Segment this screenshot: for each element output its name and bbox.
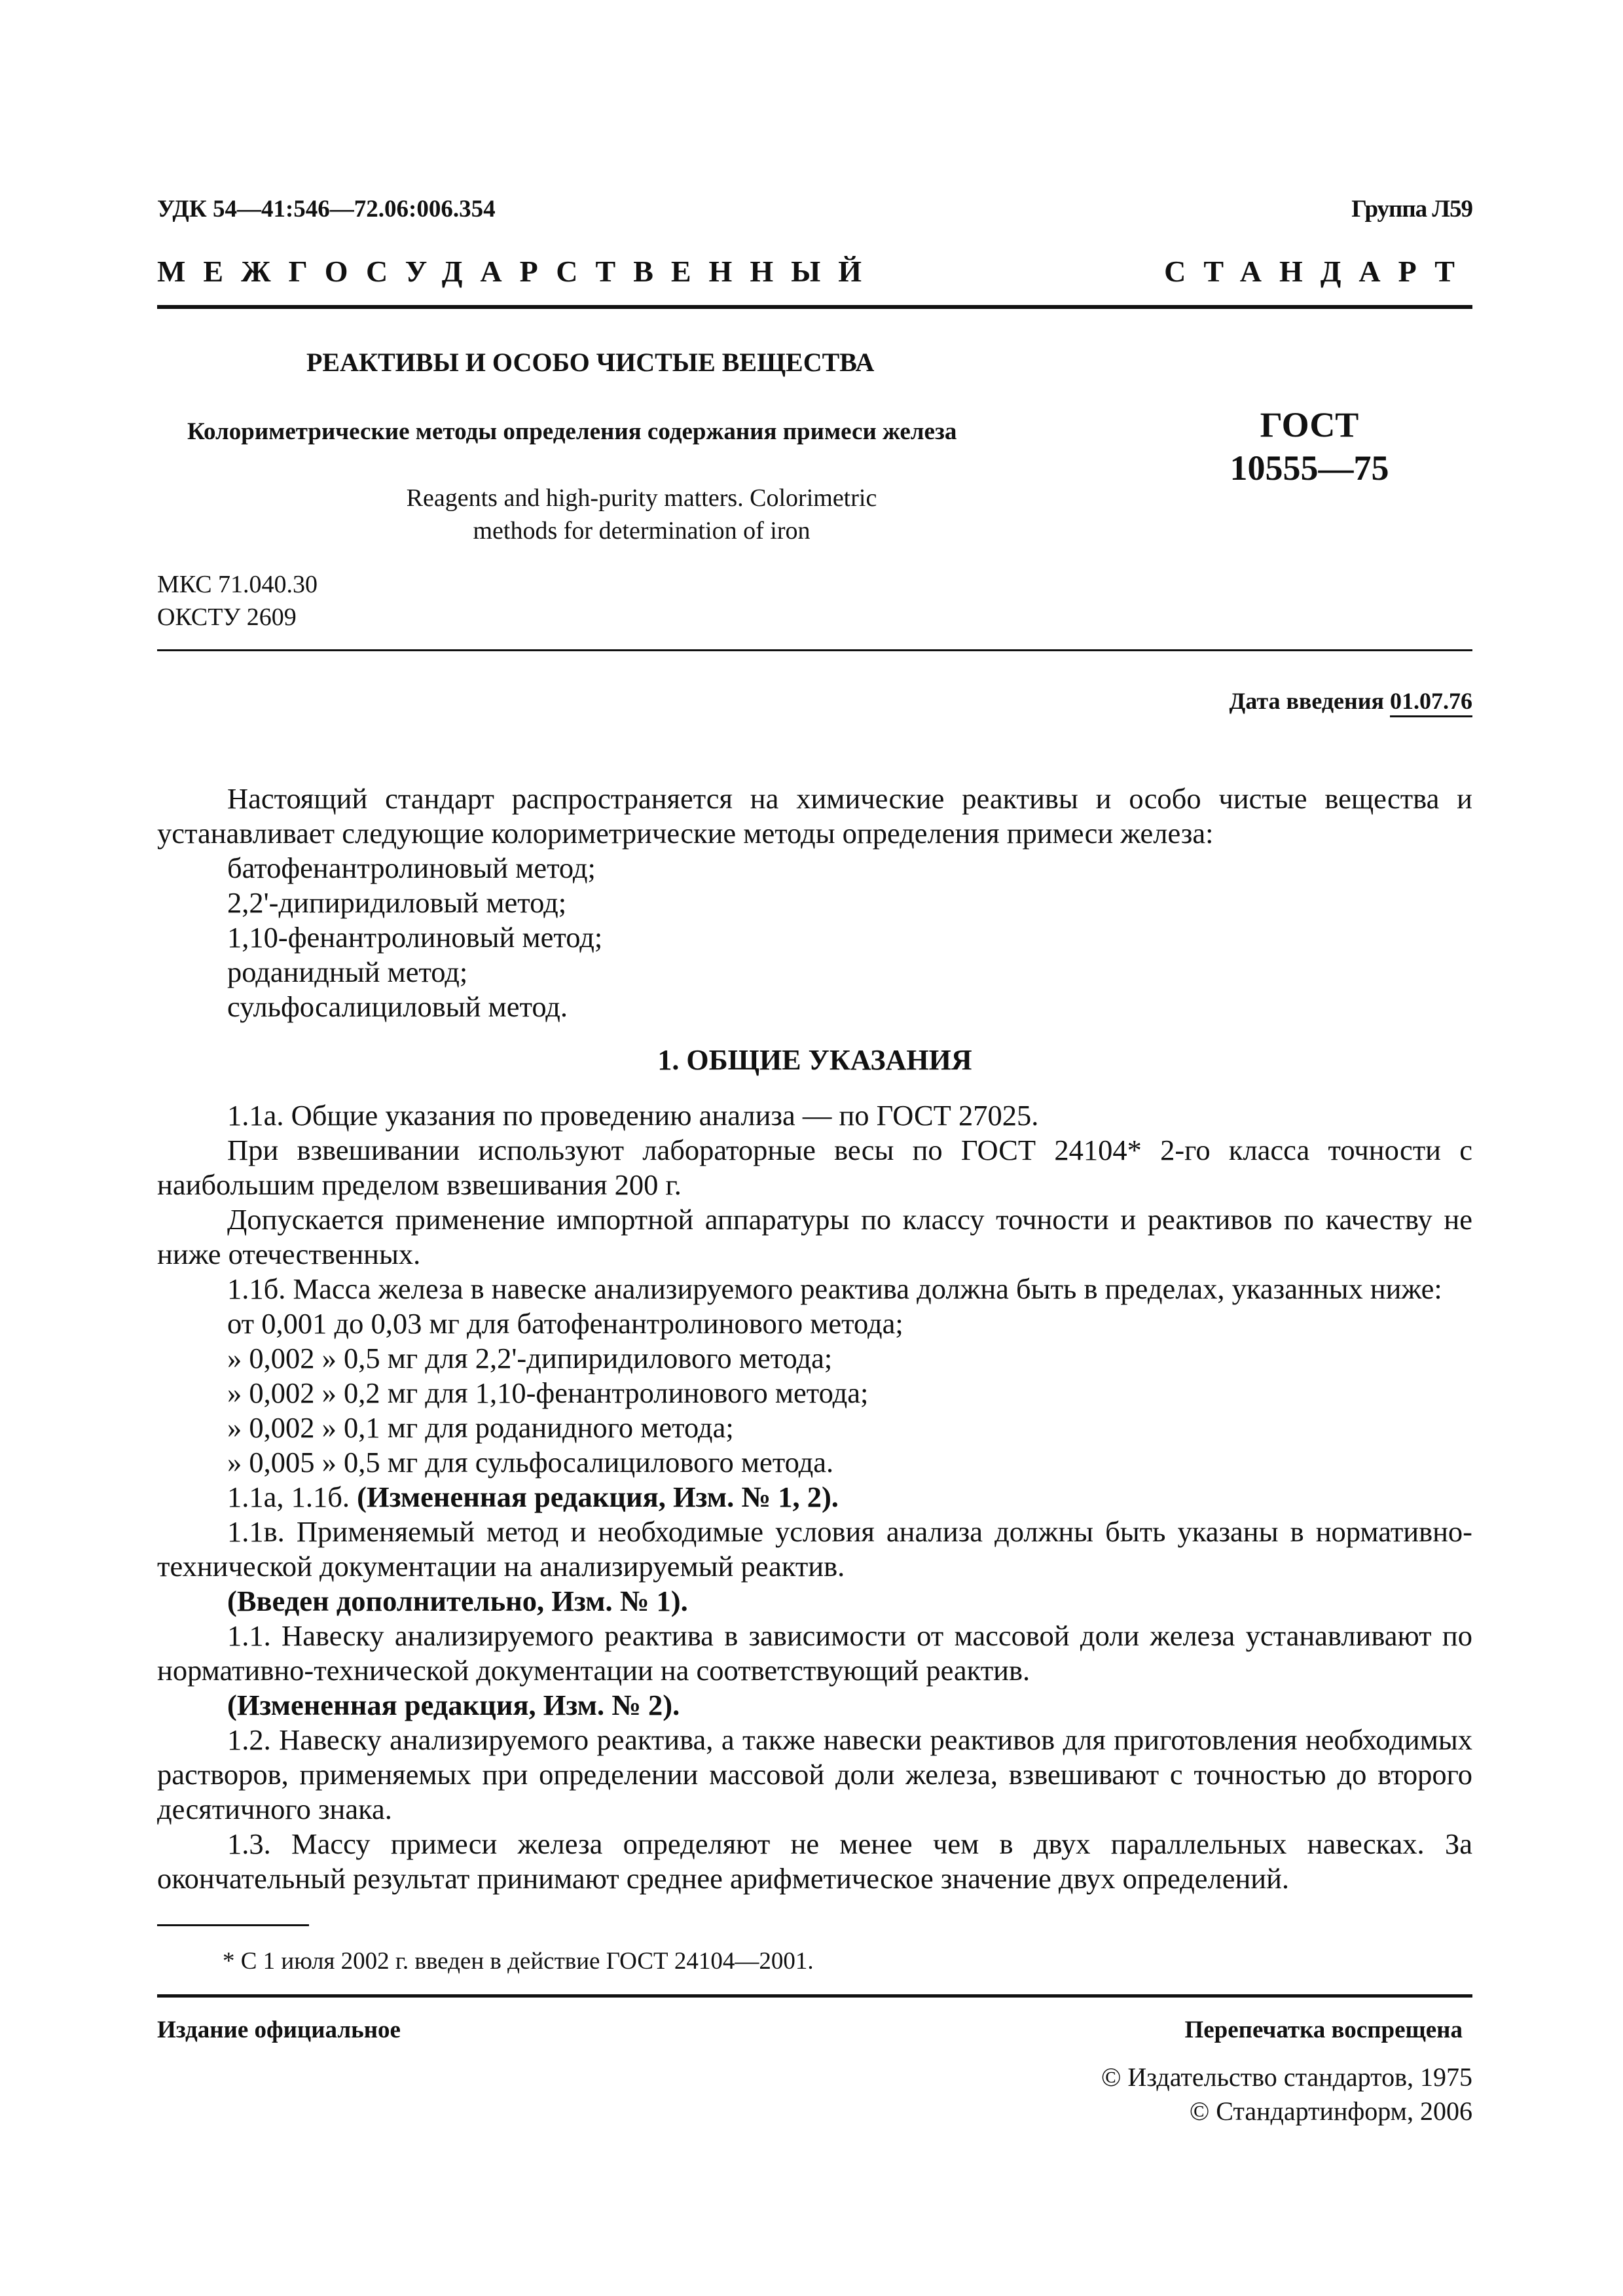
- copyright-line: © Издательство стандартов, 1975: [1101, 2062, 1472, 2092]
- amendment-clauses: 1.1а, 1.1б.: [227, 1480, 350, 1513]
- method-item: батофенантролиновый метод;: [227, 852, 596, 884]
- footnote: * С 1 июля 2002 г. введен в действие ГОСТ 24104—2001.: [223, 1948, 814, 1975]
- english-title: [301, 482, 982, 547]
- edition-label: Издание официальное: [157, 2017, 401, 2043]
- okstu-code: ОКСТУ 2609: [157, 603, 297, 631]
- document-title: РЕАКТИВЫ И ОСОБО ЧИСТЫЕ ВЕЩЕСТВА: [306, 348, 875, 377]
- footnote-rule: [157, 1924, 309, 1926]
- classification-codes: [157, 568, 318, 634]
- introduction-date-label: Дата введения: [1229, 688, 1384, 714]
- introduction-date: [1230, 687, 1473, 715]
- amendment-note: [157, 1480, 1472, 1515]
- weighing-paragraph: При взвешивании используют лабораторные весы по ГОСТ 24104* 2-го класса точности с наибольшим пределом взвешивания 200 г.: [157, 1134, 1472, 1201]
- clause-1-1v: 1.1в. Применяемый метод и необходимые условия анализа должны быть указаны в нормативно-технической документации на анализируемый реактив.: [157, 1515, 1472, 1583]
- banner-standard: СТАНДАРТ: [1164, 255, 1472, 288]
- english-title-line: methods for determination of iron: [473, 517, 811, 545]
- amendment-text: (Измененная редакция, Изм. № 1, 2).: [357, 1480, 839, 1513]
- clause-1-1: 1.1. Навеску анализируемого реактива в зависимости от массовой доли железа устанавливают по нормативно-технической документации на соответствующий реактив.: [157, 1619, 1472, 1687]
- method-item: роданидный метод;: [227, 956, 468, 988]
- copyright-block: [1101, 2060, 1472, 2128]
- mass-range-item: от 0,001 до 0,03 мг для батофенантролинового метода;: [227, 1307, 903, 1340]
- gost-number: 10555—75: [1230, 448, 1389, 488]
- udk-code: УДК 54—41:546—72.06:006.354: [157, 196, 496, 223]
- import-paragraph: Допускается применение импортной аппаратуры по классу точности и реактивов по качеству не ниже отечественных.: [157, 1203, 1472, 1270]
- footer-rule: [157, 1994, 1472, 1998]
- mass-range-item: » 0,002 » 0,1 мг для роданидного метода;: [227, 1411, 734, 1444]
- copyright-line: © Стандартинформ, 2006: [1189, 2096, 1472, 2126]
- document-body: [157, 781, 1472, 1896]
- mass-range-item: » 0,002 » 0,5 мг для 2,2'-дипиридилового метода;: [227, 1342, 833, 1374]
- clause-1-1a: 1.1а. Общие указания по проведению анализа — по ГОСТ 27025.: [227, 1099, 1039, 1132]
- amendment-note: (Введен дополнительно, Изм. № 1).: [227, 1585, 688, 1617]
- reprint-notice: Перепечатка воспрещена: [1184, 2017, 1463, 2043]
- introduction-date-value: 01.07.76: [1390, 688, 1472, 714]
- english-title-line: Reagents and high-purity matters. Colorimetric: [406, 484, 877, 512]
- amendment-note: (Измененная редакция, Изм. № 2).: [227, 1689, 680, 1721]
- mass-range-item: » 0,002 » 0,2 мг для 1,10-фенантролинового метода;: [227, 1376, 869, 1409]
- section-heading: 1. ОБЩИЕ УКАЗАНИЯ: [657, 1044, 972, 1076]
- banner-interstate: МЕЖГОСУДАРСТВЕННЫЙ: [157, 255, 880, 288]
- header-rule: [157, 305, 1472, 309]
- title-rule: [157, 649, 1472, 651]
- method-item: сульфосалициловый метод.: [227, 990, 568, 1023]
- clause-1-1b: 1.1б. Масса железа в навеске анализируемого реактива должна быть в пределах, указанных ниже:: [227, 1272, 1442, 1305]
- method-item: 2,2'-дипиридиловый метод;: [227, 886, 567, 919]
- mass-range-item: » 0,005 » 0,5 мг для сульфосалицилового метода.: [227, 1446, 834, 1479]
- clause-1-2: 1.2. Навеску анализируемого реактива, а также навески реактивов для приготовления необходимых растворов, применяемых при определении массовой доли железа, взвешивают с точностью до второго десятичного знака.: [157, 1723, 1472, 1825]
- gost-designation: [1192, 403, 1427, 490]
- gost-label: ГОСТ: [1260, 405, 1359, 444]
- intro-paragraph: Настоящий стандарт распространяется на химические реактивы и особо чистые вещества и устанавливает следующие колориметрические методы определения примеси железа:: [157, 782, 1472, 850]
- clause-1-3: 1.3. Массу примеси железа определяют не менее чем в двух параллельных навесках. За окончательный результат принимают среднее арифметическое значение двух определений.: [157, 1827, 1472, 1895]
- group-code: Группа Л59: [1351, 196, 1472, 223]
- mks-code: МКС 71.040.30: [157, 571, 318, 598]
- method-item: 1,10-фенантролиновый метод;: [227, 921, 603, 954]
- document-subtitle: Колориметрические методы определения содержания примеси железа: [187, 418, 957, 445]
